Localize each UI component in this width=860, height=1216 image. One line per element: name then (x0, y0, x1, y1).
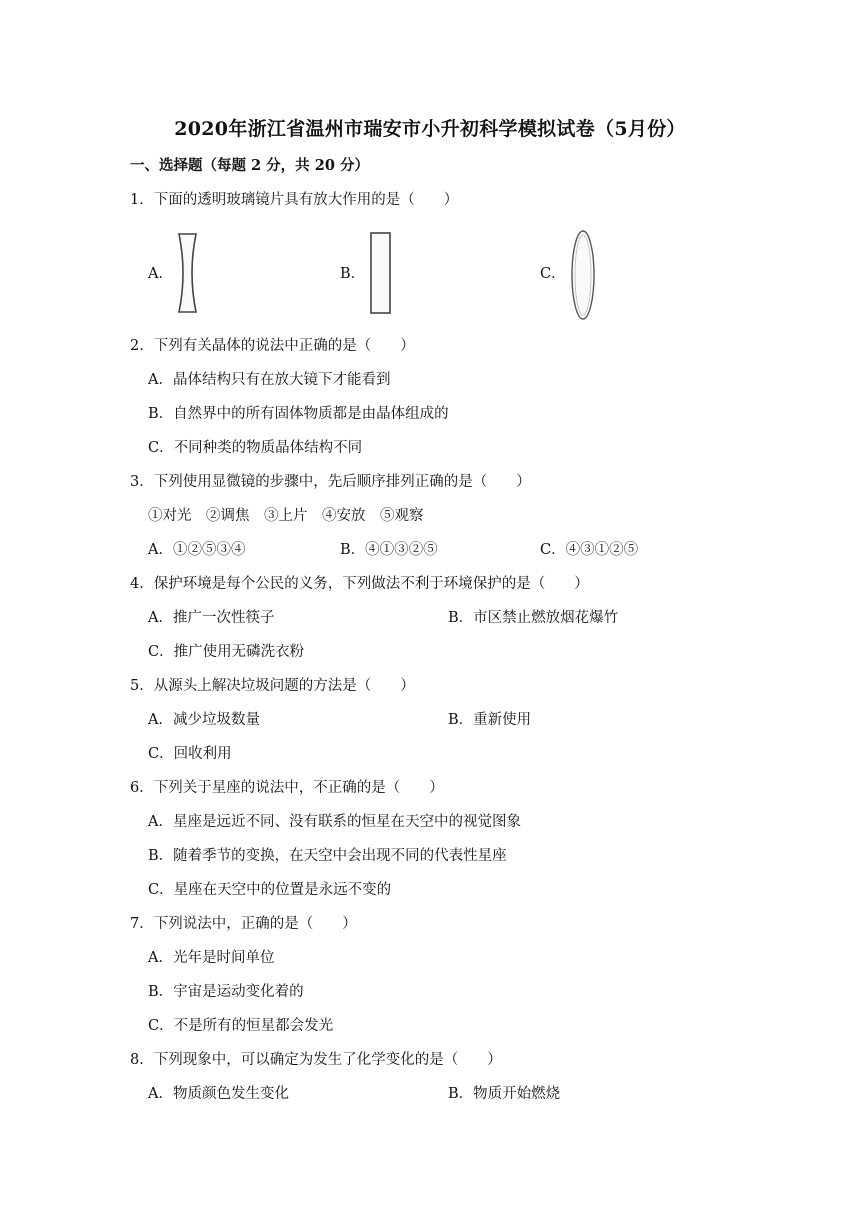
question-3: 3．下列使用显微镜的步骤中，先后顺序排列正确的是（ ） (130, 474, 531, 490)
option-7b: B．宇宙是运动变化着的 (148, 984, 304, 1000)
option-5c: C．回收利用 (148, 746, 232, 762)
concave-lens-image (176, 232, 200, 314)
exam-title: 2020年浙江省温州市瑞安市小升初科学模拟试卷（5月份） (174, 118, 686, 140)
question-8: 8．下列现象中，可以确定为发生了化学变化的是（ ） (130, 1052, 502, 1068)
option-2a: A．晶体结构只有在放大镜下才能看到 (148, 372, 391, 388)
option-2b: B．自然界中的所有固体物质都是由晶体组成的 (148, 406, 449, 422)
question-2: 2．下列有关晶体的说法中正确的是（ ） (130, 338, 415, 354)
option-3c: C．④③①②⑤ (540, 542, 639, 558)
question-3-steps: ①对光 ②调焦 ③上片 ④安放 ⑤观察 (148, 508, 424, 524)
option-4a: A．推广一次性筷子 (148, 610, 275, 626)
option-8a: A．物质颜色发生变化 (148, 1086, 289, 1102)
option-4c: C．推广使用无磷洗衣粉 (148, 644, 305, 660)
option-4b: B．市区禁止燃放烟花爆竹 (448, 610, 619, 626)
option-8b: B．物质开始燃烧 (448, 1086, 561, 1102)
section-heading: 一、选择题（每题 2 分，共 20 分） (130, 157, 369, 174)
option-1a-label: A． (148, 266, 173, 282)
option-5a: A．减少垃圾数量 (148, 712, 260, 728)
option-6a: A．星座是远近不同、没有联系的恒星在天空中的视觉图象 (148, 814, 521, 830)
question-1: 1．下面的透明玻璃镜片具有放大作用的是（ ） (130, 192, 459, 208)
question-7: 7．下列说法中，正确的是（ ） (130, 916, 357, 932)
option-1c-label: C． (540, 266, 566, 282)
option-7a: A．光年是时间单位 (148, 950, 275, 966)
option-3b: B．④①③②⑤ (340, 542, 438, 558)
question-5: 5．从源头上解决垃圾问题的方法是（ ） (130, 678, 415, 694)
option-7c: C．不是所有的恒星都会发光 (148, 1018, 334, 1034)
option-6c: C．星座在天空中的位置是永远不变的 (148, 882, 392, 898)
convex-lens-image (568, 228, 598, 322)
option-3a: A．①②⑤③④ (148, 542, 246, 558)
option-5b: B．重新使用 (448, 712, 532, 728)
question-6: 6．下列关于星座的说法中，不正确的是（ ） (130, 780, 444, 796)
option-2c: C．不同种类的物质晶体结构不同 (148, 440, 363, 456)
question-4: 4．保护环境是每个公民的义务，下列做法不利于环境保护的是（ ） (130, 576, 589, 592)
flat-glass-image (369, 231, 393, 315)
option-6b: B．随着季节的变换，在天空中会出现不同的代表性星座 (148, 848, 507, 864)
option-1b-label: B． (340, 266, 366, 282)
